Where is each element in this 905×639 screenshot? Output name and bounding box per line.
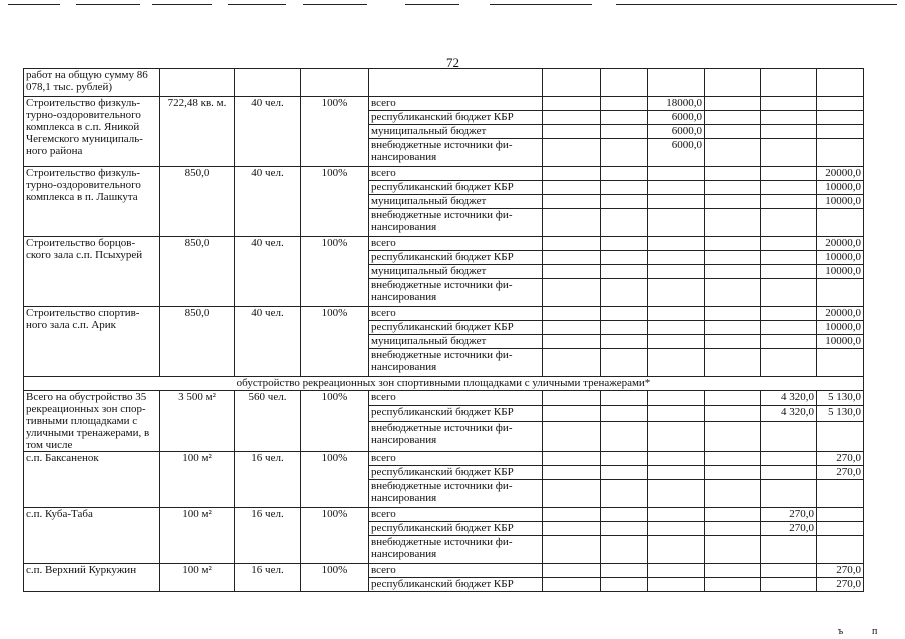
empty-cell <box>705 522 761 536</box>
empty-cell <box>601 125 648 139</box>
corner-mark: ъ <box>838 626 844 637</box>
funding-source: республиканский бюджет КБР <box>369 251 543 265</box>
section-header-row <box>24 377 864 391</box>
amount-cell <box>761 139 817 167</box>
empty-cell <box>705 536 761 564</box>
amount-cell <box>648 307 705 321</box>
empty-cell <box>543 578 601 592</box>
amount-cell: 5 130,0 <box>817 391 864 406</box>
readiness-cell: 100% <box>301 307 369 377</box>
amount-cell: 10000,0 <box>817 265 864 279</box>
funding-source: внебюджетные источники фи-нансирования <box>369 279 543 307</box>
empty-cell <box>705 139 761 167</box>
empty-cell <box>543 349 601 377</box>
amount-cell <box>761 111 817 125</box>
amount-cell <box>648 480 705 508</box>
area-cell: 850,0 <box>160 167 235 237</box>
amount-cell <box>648 522 705 536</box>
funding-source: всего <box>369 391 543 406</box>
empty-cell <box>601 452 648 466</box>
amount-cell <box>761 421 817 452</box>
capacity-cell: 560 чел. <box>235 391 301 452</box>
amount-cell <box>817 421 864 452</box>
amount-cell <box>648 167 705 181</box>
empty-cell <box>705 167 761 181</box>
empty-cell <box>543 125 601 139</box>
table-row <box>24 237 864 251</box>
area-cell: 100 м² <box>160 452 235 508</box>
amount-cell <box>761 251 817 265</box>
empty-cell <box>543 167 601 181</box>
project-name: с.п. Баксаненок <box>24 452 160 508</box>
amount-cell: 4 320,0 <box>761 391 817 406</box>
empty-cell <box>601 522 648 536</box>
empty-cell <box>705 335 761 349</box>
amount-cell <box>761 279 817 307</box>
amount-cell <box>648 335 705 349</box>
scan-rule <box>616 4 897 5</box>
empty-cell <box>601 265 648 279</box>
empty-cell <box>601 111 648 125</box>
amount-cell <box>817 349 864 377</box>
amount-cell <box>817 209 864 237</box>
funding-source: всего <box>369 97 543 111</box>
empty-cell <box>705 209 761 237</box>
amount-cell <box>761 536 817 564</box>
empty-cell <box>601 391 648 406</box>
capacity-cell: 40 чел. <box>235 97 301 167</box>
empty-cell <box>705 195 761 209</box>
amount-cell: 10000,0 <box>817 181 864 195</box>
table-row <box>24 97 864 111</box>
funding-source: внебюджетные источники фи-нансирования <box>369 209 543 237</box>
table-row <box>24 508 864 522</box>
amount-cell <box>648 251 705 265</box>
empty-cell <box>543 406 601 421</box>
empty-cell <box>543 536 601 564</box>
empty-cell <box>601 564 648 578</box>
amount-cell <box>761 181 817 195</box>
empty-cell <box>705 279 761 307</box>
empty-cell <box>601 181 648 195</box>
empty-cell <box>601 480 648 508</box>
funding-source: муниципальный бюджет <box>369 125 543 139</box>
funding-source: всего <box>369 167 543 181</box>
amount-cell <box>648 452 705 466</box>
funding-source: внебюджетные источники фи-нансирования <box>369 139 543 167</box>
funding-source: всего <box>369 564 543 578</box>
empty-cell <box>705 564 761 578</box>
amount-cell <box>648 578 705 592</box>
amount-cell <box>648 195 705 209</box>
funding-source: республиканский бюджет КБР <box>369 406 543 421</box>
amount-cell: 20000,0 <box>817 167 864 181</box>
area-cell: 100 м² <box>160 508 235 564</box>
empty-cell <box>705 265 761 279</box>
table-row <box>24 452 864 466</box>
amount-cell <box>761 195 817 209</box>
amount-cell <box>761 564 817 578</box>
area-cell: 722,48 кв. м. <box>160 97 235 167</box>
readiness-cell: 100% <box>301 97 369 167</box>
amount-cell <box>761 466 817 480</box>
amount-cell <box>648 181 705 195</box>
funding-source: всего <box>369 237 543 251</box>
empty-cell <box>601 406 648 421</box>
empty-cell <box>705 480 761 508</box>
readiness-cell: 100% <box>301 564 369 592</box>
amount-cell <box>761 125 817 139</box>
amount-cell: 10000,0 <box>817 251 864 265</box>
scan-rule <box>152 4 212 5</box>
funding-source: всего <box>369 508 543 522</box>
empty-cell <box>601 578 648 592</box>
amount-cell: 10000,0 <box>817 335 864 349</box>
amount-cell: 20000,0 <box>817 307 864 321</box>
project-name: Строительство физкуль-турно-оздоровительного комплекса в с.п. Яникой Чегемского муниципаль-ного района <box>24 97 160 167</box>
empty-cell <box>705 307 761 321</box>
amount-cell: 270,0 <box>761 508 817 522</box>
amount-cell: 10000,0 <box>817 321 864 335</box>
funding-source: муниципальный бюджет <box>369 335 543 349</box>
amount-cell: 270,0 <box>817 452 864 466</box>
table-row <box>24 391 864 406</box>
empty-cell <box>601 139 648 167</box>
amount-cell <box>648 391 705 406</box>
corner-mark: п <box>872 626 878 637</box>
amount-cell: 4 320,0 <box>761 406 817 421</box>
project-name: Всего на обустройство 35 рекреационных зон спор-тивными площадками с уличными тренажерами, в том числе <box>24 391 160 452</box>
amount-cell <box>648 564 705 578</box>
capacity-cell: 16 чел. <box>235 452 301 508</box>
empty-cell <box>601 97 648 111</box>
empty-cell <box>705 349 761 377</box>
readiness-cell: 100% <box>301 391 369 452</box>
amount-cell <box>648 237 705 251</box>
readiness-cell: 100% <box>301 508 369 564</box>
amount-cell: 270,0 <box>817 564 864 578</box>
capacity-cell: 16 чел. <box>235 564 301 592</box>
section-title: обустройство рекреационных зон спортивными площадками с уличными тренажерами* <box>24 377 864 391</box>
empty-cell <box>543 466 601 480</box>
funding-source: республиканский бюджет КБР <box>369 522 543 536</box>
amount-cell <box>817 536 864 564</box>
empty-cell <box>601 335 648 349</box>
amount-cell: 20000,0 <box>817 237 864 251</box>
amount-cell: 270,0 <box>817 466 864 480</box>
empty-cell <box>543 421 601 452</box>
funding-source: всего <box>369 307 543 321</box>
funding-source: муниципальный бюджет <box>369 265 543 279</box>
empty-cell <box>543 181 601 195</box>
area-cell: 100 м² <box>160 564 235 592</box>
funding-source: республиканский бюджет КБР <box>369 181 543 195</box>
empty-cell <box>543 97 601 111</box>
empty-cell <box>601 251 648 265</box>
empty-cell <box>543 522 601 536</box>
empty-cell <box>705 391 761 406</box>
amount-cell <box>817 97 864 111</box>
scan-rule <box>490 4 592 5</box>
empty-cell <box>543 209 601 237</box>
funding-source: республиканский бюджет КБР <box>369 111 543 125</box>
empty-cell <box>601 421 648 452</box>
amount-cell: 6000,0 <box>648 125 705 139</box>
intro-text: работ на общую сумму 86 078,1 тыс. рублей) <box>24 69 160 97</box>
amount-cell <box>648 421 705 452</box>
funding-source: республиканский бюджет КБР <box>369 321 543 335</box>
empty-cell <box>705 125 761 139</box>
capacity-cell: 40 чел. <box>235 307 301 377</box>
intro-row <box>24 69 864 97</box>
empty-cell <box>601 209 648 237</box>
table-row <box>24 167 864 181</box>
amount-cell <box>761 349 817 377</box>
amount-cell: 6000,0 <box>648 111 705 125</box>
amount-cell: 6000,0 <box>648 139 705 167</box>
project-name: с.п. Куба-Таба <box>24 508 160 564</box>
amount-cell <box>817 125 864 139</box>
empty-cell <box>705 321 761 335</box>
empty-cell <box>705 421 761 452</box>
scan-rule <box>8 4 60 5</box>
amount-cell <box>761 480 817 508</box>
empty-cell <box>705 111 761 125</box>
page-number: 72 <box>446 55 459 70</box>
amount-cell <box>817 480 864 508</box>
readiness-cell: 100% <box>301 167 369 237</box>
capacity-cell: 40 чел. <box>235 167 301 237</box>
area-cell: 3 500 м² <box>160 391 235 452</box>
amount-cell <box>648 466 705 480</box>
funding-source: внебюджетные источники фи-нансирования <box>369 480 543 508</box>
empty-cell <box>601 321 648 335</box>
amount-cell: 18000,0 <box>648 97 705 111</box>
amount-cell <box>648 321 705 335</box>
area-cell: 850,0 <box>160 307 235 377</box>
amount-cell <box>648 265 705 279</box>
amount-cell <box>761 209 817 237</box>
funding-source: республиканский бюджет КБР <box>369 578 543 592</box>
empty-cell <box>543 307 601 321</box>
empty-cell <box>543 237 601 251</box>
empty-cell <box>601 508 648 522</box>
amount-cell <box>817 522 864 536</box>
empty-cell <box>705 578 761 592</box>
amount-cell <box>817 508 864 522</box>
amount-cell <box>761 97 817 111</box>
amount-cell <box>761 452 817 466</box>
empty-cell <box>705 452 761 466</box>
scan-rule <box>405 4 459 5</box>
empty-cell <box>705 406 761 421</box>
capacity-cell: 16 чел. <box>235 508 301 564</box>
amount-cell <box>761 237 817 251</box>
empty-cell <box>543 391 601 406</box>
amount-cell <box>817 279 864 307</box>
funding-source: муниципальный бюджет <box>369 195 543 209</box>
amount-cell <box>817 139 864 167</box>
amount-cell: 5 130,0 <box>817 406 864 421</box>
empty-cell <box>543 251 601 265</box>
empty-cell <box>543 265 601 279</box>
scan-rule <box>303 4 367 5</box>
empty-cell <box>543 452 601 466</box>
funding-source: внебюджетные источники фи-нансирования <box>369 421 543 452</box>
empty-cell <box>705 466 761 480</box>
empty-cell <box>543 111 601 125</box>
amount-cell: 270,0 <box>817 578 864 592</box>
empty-cell <box>601 279 648 307</box>
funding-source: внебюджетные источники фи-нансирования <box>369 536 543 564</box>
empty-cell <box>705 97 761 111</box>
empty-cell <box>601 237 648 251</box>
amount-cell <box>648 536 705 564</box>
empty-cell <box>543 480 601 508</box>
project-name: Строительство физкуль-турно-оздоровительного комплекса в п. Лашкута <box>24 167 160 237</box>
project-name: с.п. Верхний Куркужин <box>24 564 160 592</box>
project-name: Строительство борцов-ского зала с.п. Псыхурей <box>24 237 160 307</box>
empty-cell <box>543 195 601 209</box>
funding-source: всего <box>369 452 543 466</box>
capacity-cell: 40 чел. <box>235 237 301 307</box>
amount-cell <box>648 209 705 237</box>
empty-cell <box>705 508 761 522</box>
empty-cell <box>601 466 648 480</box>
scan-rule <box>76 4 140 5</box>
empty-cell <box>543 564 601 578</box>
table-row <box>24 307 864 321</box>
table-row <box>24 564 864 578</box>
amount-cell: 270,0 <box>761 522 817 536</box>
amount-cell <box>761 321 817 335</box>
amount-cell <box>817 111 864 125</box>
empty-cell <box>705 251 761 265</box>
amount-cell <box>761 167 817 181</box>
funding-source: внебюджетные источники фи-нансирования <box>369 349 543 377</box>
amount-cell: 10000,0 <box>817 195 864 209</box>
empty-cell <box>543 279 601 307</box>
amount-cell <box>648 406 705 421</box>
empty-cell <box>601 307 648 321</box>
empty-cell <box>601 195 648 209</box>
amount-cell <box>761 578 817 592</box>
amount-cell <box>648 349 705 377</box>
empty-cell <box>543 335 601 349</box>
empty-cell <box>543 508 601 522</box>
empty-cell <box>543 321 601 335</box>
empty-cell <box>601 536 648 564</box>
empty-cell <box>705 181 761 195</box>
empty-cell <box>543 139 601 167</box>
amount-cell <box>648 279 705 307</box>
empty-cell <box>601 167 648 181</box>
financing-table <box>23 68 864 592</box>
amount-cell <box>648 508 705 522</box>
area-cell: 850,0 <box>160 237 235 307</box>
amount-cell <box>761 307 817 321</box>
scan-rule <box>228 4 286 5</box>
readiness-cell: 100% <box>301 237 369 307</box>
funding-source: республиканский бюджет КБР <box>369 466 543 480</box>
amount-cell <box>761 335 817 349</box>
empty-cell <box>705 237 761 251</box>
amount-cell <box>761 265 817 279</box>
empty-cell <box>601 349 648 377</box>
readiness-cell: 100% <box>301 452 369 508</box>
project-name: Строительство спортив-ного зала с.п. Арик <box>24 307 160 377</box>
